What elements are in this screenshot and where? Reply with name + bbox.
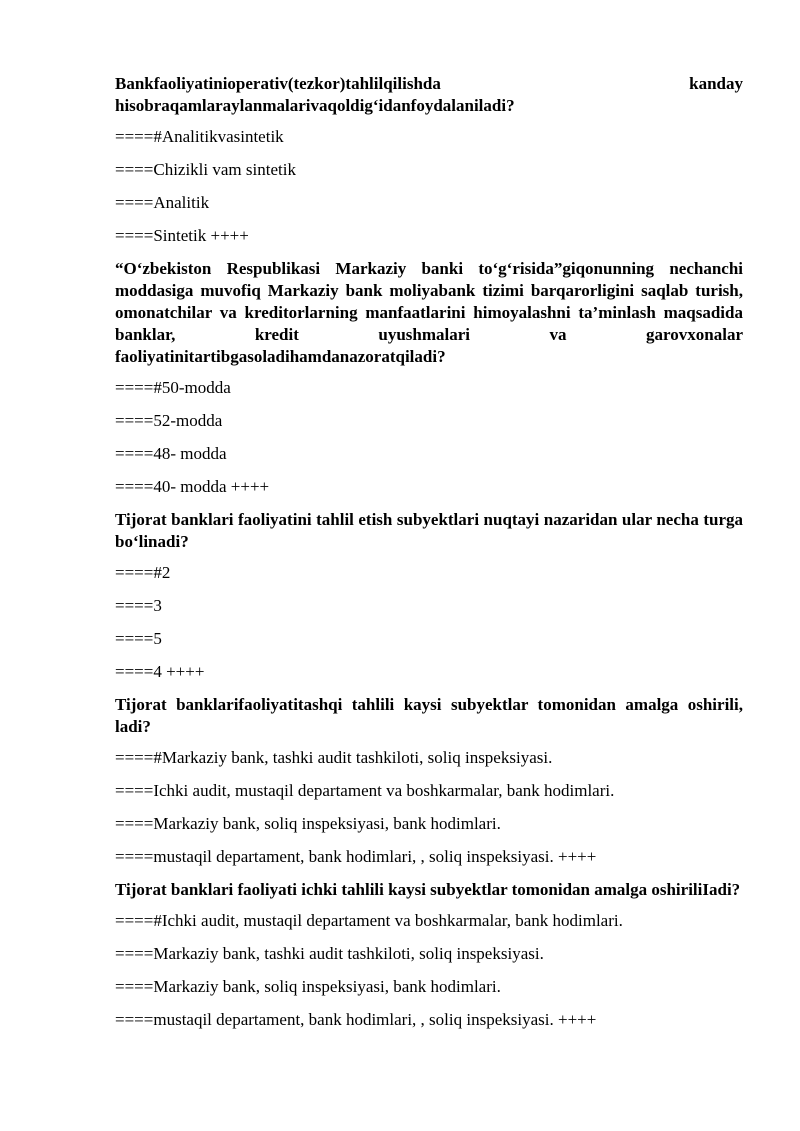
question-1-line1	[115, 73, 743, 95]
question-3: Tijorat banklari faoliyatini tahlil etish subyektlari nuqtayi nazaridan ular necha turga bo‘linadi?	[115, 510, 743, 551]
answer-3-3: ====5	[115, 629, 162, 648]
answer-5-4: ====mustaqil departament, bank hodimlari, , soliq inspeksiyasi. ++++	[115, 1010, 597, 1029]
answer-2-2: ====52-modda	[115, 411, 223, 430]
answer-2-1: ====#50-modda	[115, 378, 231, 397]
answer-4-2: ====Ichki audit, mustaqil departament va boshkarmalar, bank hodimlari.	[115, 781, 615, 800]
question-1-text-left: Bankfaoliyatinioperativ(tezkor)tahlilqilishda	[115, 74, 441, 93]
question-1-text-right: kanday	[689, 74, 743, 93]
document-page	[115, 73, 743, 1042]
answer-4-4: ====mustaqil departament, bank hodimlari, , soliq inspeksiyasi. ++++	[115, 847, 597, 866]
answer-1-3: ====Analitik	[115, 193, 210, 212]
question-1	[115, 73, 743, 117]
answer-1-1: ====#Analitikvasintetik	[115, 127, 284, 146]
answer-4-3: ====Markaziy bank, soliq inspeksiyasi, bank hodimlari.	[115, 814, 501, 833]
question-4: Tijorat banklarifaoliyatitashqi tahlili kaysi subyektlar tomonidan amalga oshirili, ladi?	[115, 695, 743, 736]
answer-2-3: ====48- modda	[115, 444, 227, 463]
answer-3-2: ====3	[115, 596, 162, 615]
question-1-line2: hisobraqamlaraylanmalarivaqoldig‘idanfoydalaniladi?	[115, 96, 515, 115]
answer-5-3: ====Markaziy bank, soliq inspeksiyasi, bank hodimlari.	[115, 977, 501, 996]
answer-1-4: ====Sintetik ++++	[115, 226, 249, 245]
question-2: “O‘zbekiston Respublikasi Markaziy banki to‘g‘risida”giqonunning nechanchi moddasiga muvofiq Markaziy bank moliyabank tizimi barqarorligini saqlab turish, omonatchilar va kreditorlarning manfaatlarini himoyalashni ta’minlash maqsadida banklar, kredit uyushmalari va garovxonalar faoliyatinitartibgasoladihamdanazoratqiladi?	[115, 259, 743, 366]
answer-1-2: ====Chizikli vam sintetik	[115, 160, 296, 179]
answer-4-1: ====#Markaziy bank, tashki audit tashkiloti, soliq inspeksiyasi.	[115, 748, 553, 767]
answer-5-2: ====Markaziy bank, tashki audit tashkiloti, soliq inspeksiyasi.	[115, 944, 544, 963]
question-5: Tijorat banklari faoliyati ichki tahlili kaysi subyektlar tomonidan amalga oshiriliIadi?	[115, 880, 741, 899]
answer-2-4: ====40- modda ++++	[115, 477, 270, 496]
answer-3-1: ====#2	[115, 563, 171, 582]
answer-5-1: ====#Ichki audit, mustaqil departament va boshkarmalar, bank hodimlari.	[115, 911, 623, 930]
answer-3-4: ====4 ++++	[115, 662, 205, 681]
